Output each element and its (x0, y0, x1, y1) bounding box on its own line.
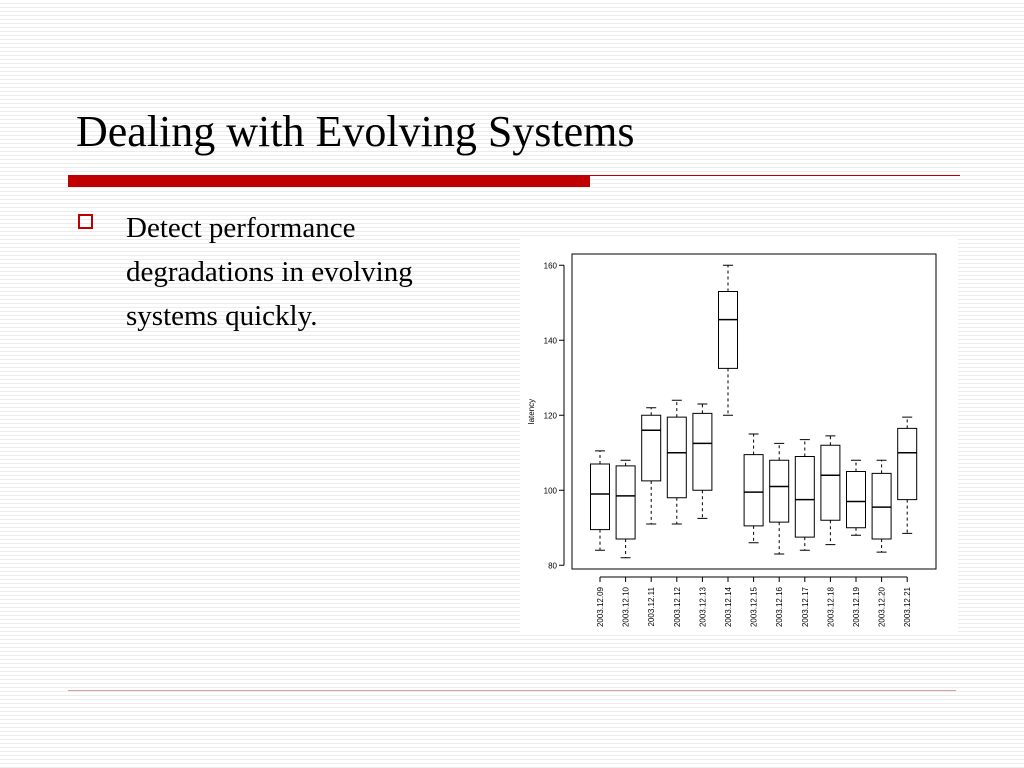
x-tick-label: 2003.12.12 (672, 587, 682, 628)
x-tick-label: 2003.12.18 (826, 587, 836, 628)
box-iqr (847, 472, 866, 528)
x-tick-label: 2003.12.19 (852, 587, 861, 628)
x-tick-label: 2003.12.14 (724, 587, 733, 628)
title-underline-thin (590, 175, 960, 176)
x-tick-label: 2003.12.15 (749, 587, 759, 628)
footer-divider (68, 690, 956, 691)
box-iqr (642, 415, 661, 481)
x-tick-label: 2003.12.11 (647, 587, 657, 627)
box-iqr (898, 428, 917, 499)
y-tick-label: 100 (543, 486, 557, 496)
x-tick-label: 2003.12.09 (596, 587, 605, 628)
y-tick-label: 160 (543, 261, 557, 271)
x-tick-label: 2003.12.17 (800, 587, 810, 628)
x-tick-label: 2003.12.10 (621, 587, 631, 628)
box-iqr (744, 455, 763, 526)
y-tick-label: 80 (548, 561, 557, 571)
box-iqr (821, 445, 840, 520)
title-underline (68, 175, 590, 187)
boxplot-svg (520, 238, 958, 634)
box-iqr (591, 464, 610, 530)
x-tick-label: 2003.12.13 (698, 587, 708, 628)
box-iqr (616, 466, 635, 539)
y-tick-label: 140 (543, 336, 557, 346)
box-iqr (770, 460, 789, 522)
box-iqr (693, 413, 712, 490)
x-tick-label: 2003.12.20 (877, 587, 887, 628)
box-iqr (719, 292, 738, 369)
x-tick-label: 2003.12.16 (775, 587, 785, 628)
box-iqr (872, 473, 891, 539)
latency-boxplot-chart (520, 238, 958, 634)
box-iqr (795, 457, 814, 538)
y-axis-label: latency (527, 398, 536, 425)
bullet-text: Detect performance degradations in evolving systems quickly. (126, 212, 413, 332)
y-tick-label: 120 (543, 411, 557, 421)
slide-title: Dealing with Evolving Systems (76, 107, 635, 156)
box-iqr (667, 417, 686, 498)
x-tick-label: 2003.12.21 (903, 587, 913, 628)
square-bullet-icon (78, 214, 93, 229)
